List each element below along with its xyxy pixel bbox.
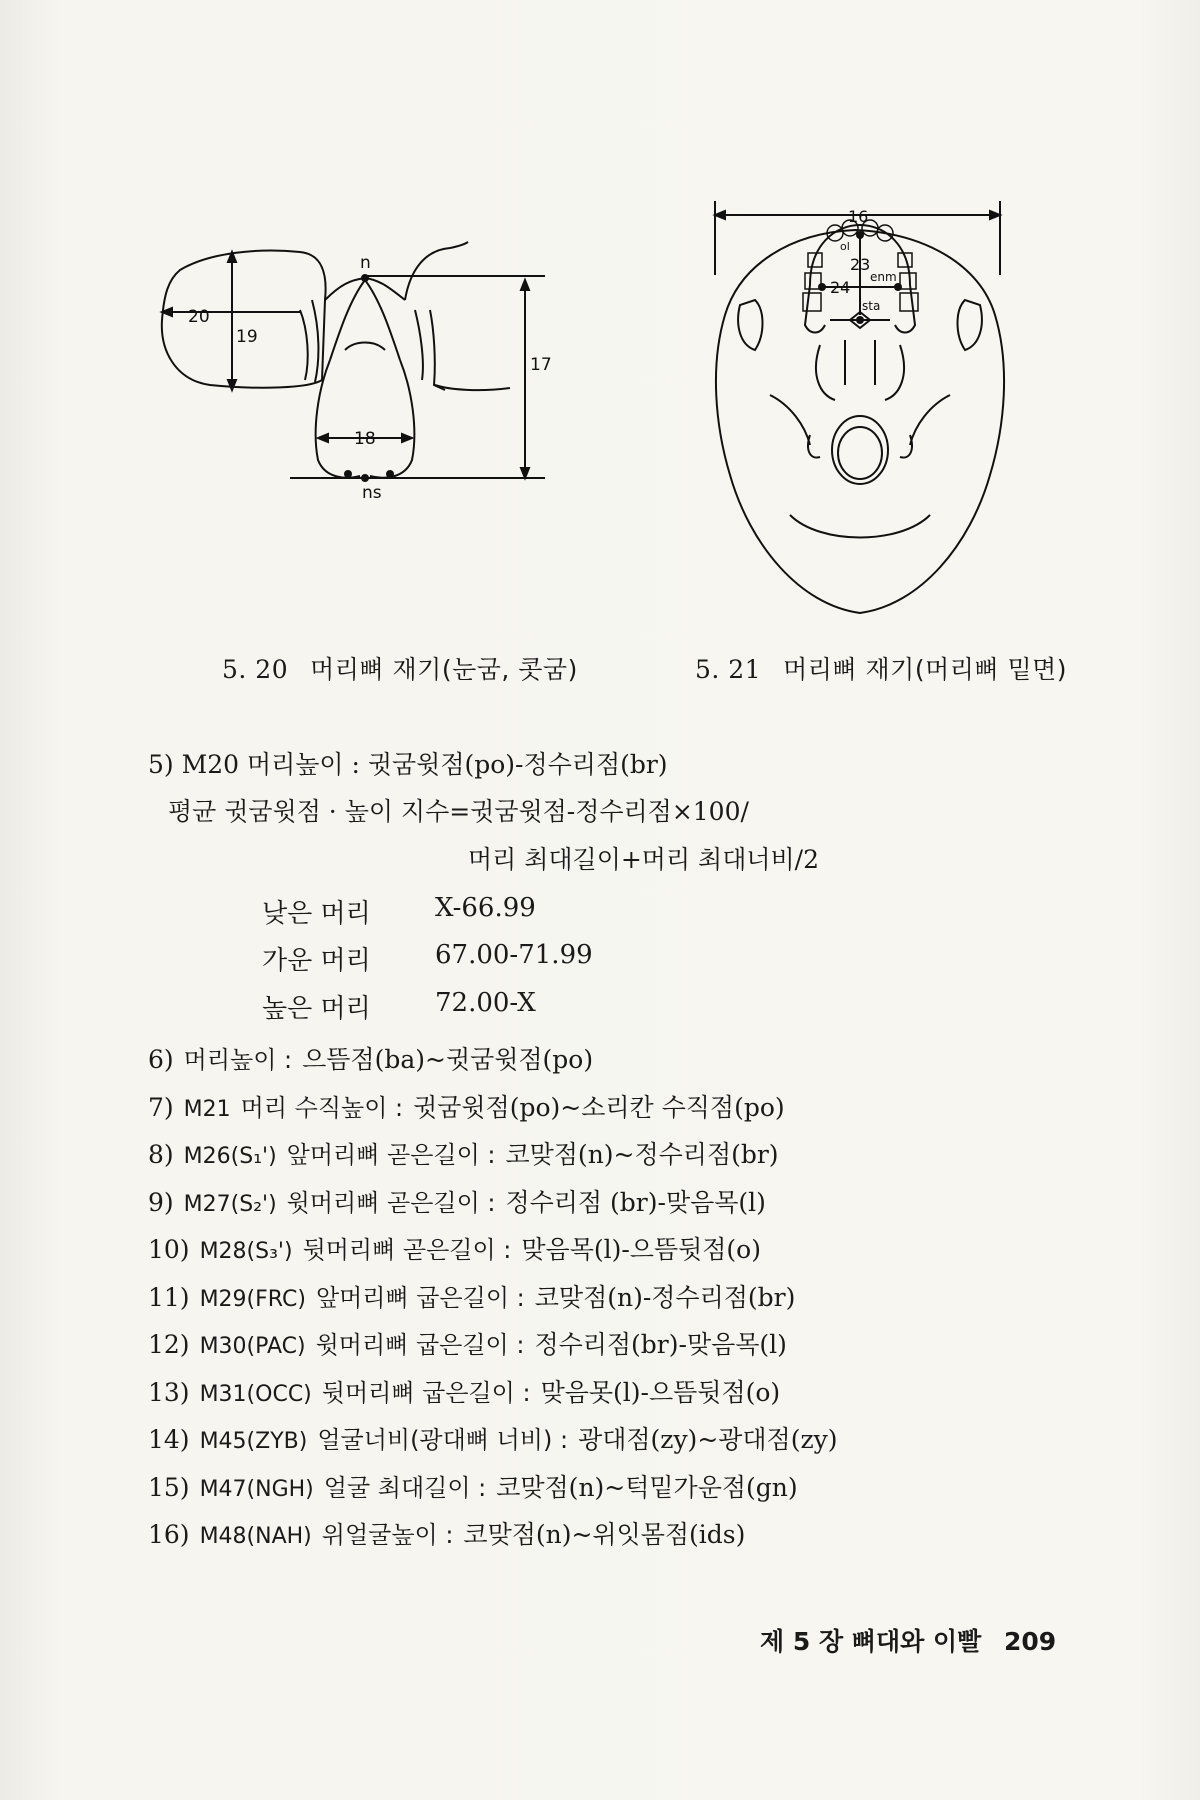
item-name: 얼굴 최대길이 : [323,1473,487,1502]
item-definition: 광대점(zy)~광대점(zy) [578,1425,838,1454]
fig20-label-n: n [360,253,371,273]
fig20-label-18: 18 [354,429,376,449]
item-code: M30(PAC) [199,1334,306,1359]
item-number: 13) [148,1377,190,1407]
item-number: 12) [148,1330,190,1359]
item-number: 9) [148,1187,174,1217]
item-definition: 코맞점(n)~턱밑가운점(gn) [496,1472,798,1502]
item-definition: 코맞점(n)~위잇몸점(ids) [463,1520,746,1549]
category-name: 낮은 머리 [262,899,371,929]
index-formula-line-1: 평균 귓굼윗점 · 높이 지수=귓굼윗점-정수리점×100/ [168,797,749,826]
item-5: 5) M20 머리높이 : 귓굼윗점(po)-정수리점(br) [148,750,668,779]
item-code: M47(NGH) [199,1476,314,1502]
item-code: M28(S₃') [199,1239,293,1264]
measurement-item [148,1278,795,1314]
fig21-label-23: 23 [850,255,871,274]
item-definition: 맞음못(l)-으뜸뒷점(o) [540,1377,781,1407]
item-definition: 정수리점 (br)-맞음목(l) [505,1187,766,1217]
item-name: 위얼굴높이 : [321,1521,454,1549]
item-name: 머리높이 : [183,1046,293,1074]
page-footer [760,1622,1056,1658]
item-name: 윗머리뼈 곧은길이 : [286,1188,496,1217]
item-name: 앞머리뼈 굽은길이 : [315,1283,525,1312]
item-number: 10) [148,1235,190,1264]
figure-5-20 [150,240,630,570]
item-definition: 코맞점(n)-정수리점(br) [534,1282,796,1312]
item-definition: 맞음목(l)-으뜸뒷점(o) [521,1235,761,1264]
caption-5-20 [222,650,578,686]
measurement-item [148,1088,785,1124]
category-range: 67.00-71.99 [435,940,593,970]
fig20-label-ns: ns [362,483,382,503]
item-name: 뒷머리뼈 곧은길이 : [302,1236,512,1264]
caption-5-20-text: 머리뼈 재기(눈굼, 콧굼) [310,655,578,684]
caption-5-21 [695,650,1067,686]
measurement-item [148,1325,787,1361]
item-name: 뒷머리뼈 굽은길이 : [321,1378,531,1407]
fig21-label-24: 24 [830,278,851,297]
item-definition: 으뜸점(ba)~귓굼윗점(po) [302,1045,594,1074]
figure-5-20-drawing [150,240,630,570]
item-definition: 코맞점(n)~정수리점(br) [505,1140,779,1169]
item-definition: 귓굼윗점(po)~소리칸 수직점(po) [413,1092,785,1122]
item-number: 11) [148,1282,190,1312]
measurement-item [148,1183,766,1219]
caption-5-21-number: 5. 21 [695,655,762,684]
index-formula-line-2: 머리 최대길이+머리 최대너비/2 [468,845,819,874]
item-code: M48(NAH) [199,1524,312,1549]
item-number: 8) [148,1140,174,1169]
figure-5-21-drawing [710,195,1020,625]
item-number: 15) [148,1472,190,1502]
measurement-item [148,1373,780,1409]
category-range: X-66.99 [435,893,536,923]
measurement-item [148,1135,779,1171]
item-name: 머리 수직높이 : [240,1093,404,1122]
item-code: M31(OCC) [199,1381,312,1407]
figure-5-21 [710,195,1020,625]
item-code: M26(S₁') [183,1144,277,1169]
fig21-label-sta: sta [862,299,881,313]
fig21-label-enm: enm [870,270,897,284]
item-number: 16) [148,1520,190,1549]
item-number: 6) [148,1045,174,1074]
caption-5-20-number: 5. 20 [222,655,289,684]
category-name: 가운 머리 [262,946,371,976]
measurement-item [148,1230,761,1266]
item-number: 14) [148,1425,190,1454]
category-name: 높은 머리 [262,994,371,1024]
measurement-item [148,1515,745,1551]
fig21-label-16: 16 [848,207,869,226]
item-code: M21 [183,1096,231,1122]
measurement-item [148,1468,798,1504]
page-number: 209 [1003,1627,1057,1656]
item-code: M29(FRC) [199,1286,306,1312]
item-code: M27(S₂') [183,1191,277,1217]
measurement-item [148,1040,593,1076]
item-code: M45(ZYB) [199,1429,308,1454]
measurement-item [148,1420,838,1456]
fig20-label-17: 17 [530,355,552,375]
item-number: 7) [148,1092,174,1122]
item-name: 얼굴너비(광대뼈 너비) : [317,1426,569,1454]
fig20-label-19: 19 [236,327,258,347]
chapter-title: 제 5 장 뼈대와 이빨 [760,1627,982,1656]
caption-5-21-text: 머리뼈 재기(머리뼈 밑면) [783,655,1068,684]
fig20-label-20: 20 [188,307,210,327]
item-name: 앞머리뼈 곧은길이 : [286,1141,496,1169]
item-definition: 정수리점(br)-맞음목(l) [534,1330,787,1359]
category-range: 72.00-X [435,988,536,1018]
fig21-label-ol: ol [840,240,850,253]
item-name: 윗머리뼈 굽은길이 : [315,1331,525,1359]
